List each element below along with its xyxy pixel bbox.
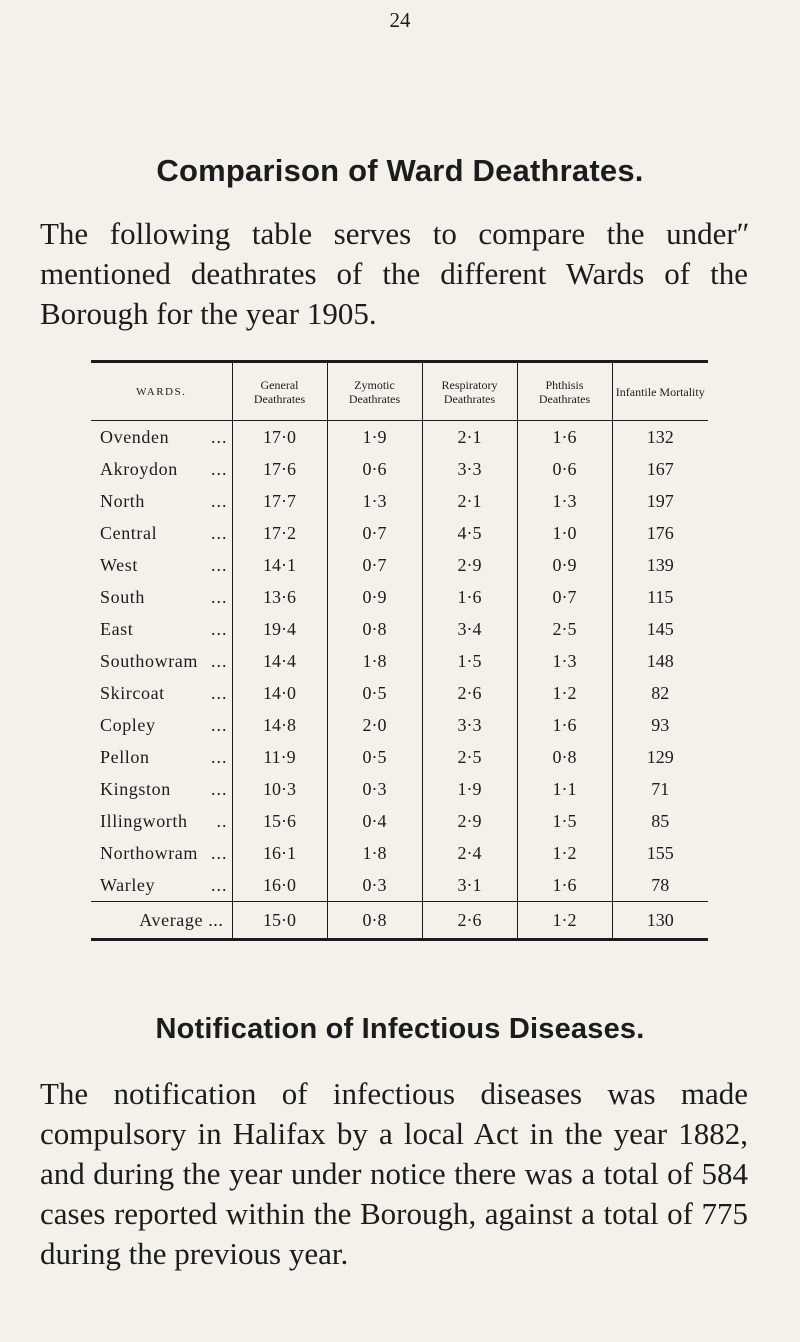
ward-name-cell xyxy=(91,741,232,773)
zymotic-value: 0·5 xyxy=(327,677,422,709)
leader-dots: ... xyxy=(211,458,228,479)
leader-dots: ... xyxy=(211,650,228,671)
ward-name: West xyxy=(100,554,138,575)
infantile-value: 145 xyxy=(612,613,708,645)
phthisis-value: 1·2 xyxy=(517,837,612,869)
general-value: 10·3 xyxy=(232,773,327,805)
respiratory-value: 4·5 xyxy=(422,517,517,549)
infantile-value: 93 xyxy=(612,709,708,741)
general-value: 11·9 xyxy=(232,741,327,773)
leader-dots: ... xyxy=(211,778,228,799)
ward-name: Ovenden xyxy=(100,426,170,447)
zymotic-value: 0·7 xyxy=(327,517,422,549)
infantile-value: 176 xyxy=(612,517,708,549)
average-general: 15·0 xyxy=(232,902,327,940)
respiratory-value: 3·3 xyxy=(422,453,517,485)
infantile-value: 167 xyxy=(612,453,708,485)
general-value: 17·7 xyxy=(232,485,327,517)
zymotic-value: 1·8 xyxy=(327,837,422,869)
respiratory-value: 1·9 xyxy=(422,773,517,805)
table-header-row xyxy=(91,362,708,421)
general-value: 13·6 xyxy=(232,581,327,613)
respiratory-value: 3·4 xyxy=(422,613,517,645)
ward-name-cell xyxy=(91,421,232,454)
infantile-value: 82 xyxy=(612,677,708,709)
ward-name-cell xyxy=(91,869,232,902)
table-row xyxy=(91,869,708,902)
section-heading-ward-deathrates: Comparison of Ward Deathrates. xyxy=(156,153,644,188)
ward-name: Illingworth xyxy=(100,810,188,831)
phthisis-value: 1·3 xyxy=(517,485,612,517)
ward-name-cell xyxy=(91,709,232,741)
average-infantile: 130 xyxy=(612,902,708,940)
average-zymotic: 0·8 xyxy=(327,902,422,940)
phthisis-value: 0·6 xyxy=(517,453,612,485)
ward-name-cell xyxy=(91,773,232,805)
ward-name: Skircoat xyxy=(100,682,165,703)
respiratory-value: 2·1 xyxy=(422,485,517,517)
table-row xyxy=(91,613,708,645)
table-row xyxy=(91,677,708,709)
infantile-value: 139 xyxy=(612,549,708,581)
intro-paragraph: The following table serves to compare the underʺ mentioned deathrates of the different Wards of the Borough for the year 1905. xyxy=(40,216,748,331)
general-value: 19·4 xyxy=(232,613,327,645)
ward-name-cell xyxy=(91,517,232,549)
zymotic-value: 0·8 xyxy=(327,613,422,645)
table-row xyxy=(91,773,708,805)
ward-name-cell xyxy=(91,485,232,517)
ward-name-cell xyxy=(91,549,232,581)
leader-dots: ... xyxy=(211,682,228,703)
leader-dots: ... xyxy=(211,426,228,447)
leader-dots: ... xyxy=(211,618,228,639)
phthisis-value: 0·7 xyxy=(517,581,612,613)
phthisis-value: 2·5 xyxy=(517,613,612,645)
notification-paragraph: The notification of infectious diseases was made compulsory in Halifax by a local Act in the year 1882, and during the year under notice there was a total of 584 cases reported within the Borough, against a total of 775 during the previous year. xyxy=(40,1076,748,1271)
zymotic-value: 0·9 xyxy=(327,581,422,613)
column-header-phthisis: Phthisis Deathrates xyxy=(517,362,612,421)
leader-dots: ... xyxy=(211,714,228,735)
infantile-value: 132 xyxy=(612,421,708,454)
general-value: 16·1 xyxy=(232,837,327,869)
table-row xyxy=(91,645,708,677)
page-number: 24 xyxy=(389,8,411,32)
table-row xyxy=(91,805,708,837)
ward-name: Warley xyxy=(100,874,156,895)
ward-name: East xyxy=(100,618,134,639)
column-header-general: General Deathrates xyxy=(232,362,327,421)
ward-name-cell xyxy=(91,645,232,677)
table-row xyxy=(91,709,708,741)
general-value: 14·4 xyxy=(232,645,327,677)
respiratory-value: 2·9 xyxy=(422,805,517,837)
table-row xyxy=(91,549,708,581)
leader-dots: ... xyxy=(211,522,228,543)
phthisis-value: 1·5 xyxy=(517,805,612,837)
ward-name-cell xyxy=(91,581,232,613)
leader-dots: ... xyxy=(211,586,228,607)
ward-name-cell xyxy=(91,805,232,837)
ward-deathrates-table xyxy=(91,360,708,941)
general-value: 15·6 xyxy=(232,805,327,837)
ward-name-cell xyxy=(91,453,232,485)
general-value: 14·0 xyxy=(232,677,327,709)
ward-name: Northowram xyxy=(100,842,198,863)
phthisis-value: 1·1 xyxy=(517,773,612,805)
table-row xyxy=(91,421,708,454)
table-row xyxy=(91,485,708,517)
column-header-infantile: Infantile Mortality xyxy=(612,362,708,421)
phthisis-value: 1·6 xyxy=(517,869,612,902)
ward-name-cell xyxy=(91,677,232,709)
leader-dots: ... xyxy=(211,842,228,863)
phthisis-value: 1·2 xyxy=(517,677,612,709)
infantile-value: 115 xyxy=(612,581,708,613)
respiratory-value: 1·5 xyxy=(422,645,517,677)
ward-name-cell xyxy=(91,613,232,645)
table-row xyxy=(91,741,708,773)
general-value: 17·0 xyxy=(232,421,327,454)
column-header-wards: WARDS. xyxy=(91,362,232,421)
column-header-respiratory: Respiratory Deathrates xyxy=(422,362,517,421)
leader-dots: ... xyxy=(211,490,228,511)
infantile-value: 148 xyxy=(612,645,708,677)
zymotic-value: 0·6 xyxy=(327,453,422,485)
phthisis-value: 1·3 xyxy=(517,645,612,677)
ward-name: South xyxy=(100,586,146,607)
section-heading-infectious-diseases: Notification of Infectious Diseases. xyxy=(155,1013,645,1045)
general-value: 16·0 xyxy=(232,869,327,902)
ward-name-cell xyxy=(91,837,232,869)
phthisis-value: 1·6 xyxy=(517,421,612,454)
ward-name: North xyxy=(100,490,145,511)
ward-name: Copley xyxy=(100,714,156,735)
general-value: 17·2 xyxy=(232,517,327,549)
average-row xyxy=(91,902,708,940)
ward-name: Central xyxy=(100,522,158,543)
respiratory-value: 1·6 xyxy=(422,581,517,613)
infantile-value: 129 xyxy=(612,741,708,773)
phthisis-value: 1·0 xyxy=(517,517,612,549)
infantile-value: 78 xyxy=(612,869,708,902)
zymotic-value: 1·8 xyxy=(327,645,422,677)
table-row xyxy=(91,581,708,613)
average-respiratory: 2·6 xyxy=(422,902,517,940)
zymotic-value: 1·3 xyxy=(327,485,422,517)
zymotic-value: 0·5 xyxy=(327,741,422,773)
zymotic-value: 0·3 xyxy=(327,869,422,902)
average-phthisis: 1·2 xyxy=(517,902,612,940)
ward-name: Kingston xyxy=(100,778,171,799)
infantile-value: 85 xyxy=(612,805,708,837)
general-value: 14·1 xyxy=(232,549,327,581)
general-value: 14·8 xyxy=(232,709,327,741)
ward-name: Southowram xyxy=(100,650,198,671)
respiratory-value: 2·6 xyxy=(422,677,517,709)
table-body xyxy=(91,421,708,902)
table-row xyxy=(91,517,708,549)
respiratory-value: 3·3 xyxy=(422,709,517,741)
respiratory-value: 2·5 xyxy=(422,741,517,773)
general-value: 17·6 xyxy=(232,453,327,485)
infantile-value: 155 xyxy=(612,837,708,869)
infantile-value: 197 xyxy=(612,485,708,517)
phthisis-value: 0·9 xyxy=(517,549,612,581)
ward-name: Akroydon xyxy=(100,458,178,479)
infantile-value: 71 xyxy=(612,773,708,805)
table-row xyxy=(91,837,708,869)
zymotic-value: 0·4 xyxy=(327,805,422,837)
respiratory-value: 2·9 xyxy=(422,549,517,581)
respiratory-value: 2·4 xyxy=(422,837,517,869)
ward-name: Pellon xyxy=(100,746,150,767)
zymotic-value: 0·7 xyxy=(327,549,422,581)
leader-dots: .. xyxy=(216,810,228,831)
leader-dots: ... xyxy=(211,554,228,575)
phthisis-value: 0·8 xyxy=(517,741,612,773)
zymotic-value: 2·0 xyxy=(327,709,422,741)
leader-dots: ... xyxy=(211,874,228,895)
phthisis-value: 1·6 xyxy=(517,709,612,741)
average-label: Average ... xyxy=(91,902,232,940)
respiratory-value: 3·1 xyxy=(422,869,517,902)
table-row xyxy=(91,453,708,485)
respiratory-value: 2·1 xyxy=(422,421,517,454)
zymotic-value: 0·3 xyxy=(327,773,422,805)
leader-dots: ... xyxy=(211,746,228,767)
zymotic-value: 1·9 xyxy=(327,421,422,454)
column-header-zymotic: Zymotic Deathrates xyxy=(327,362,422,421)
